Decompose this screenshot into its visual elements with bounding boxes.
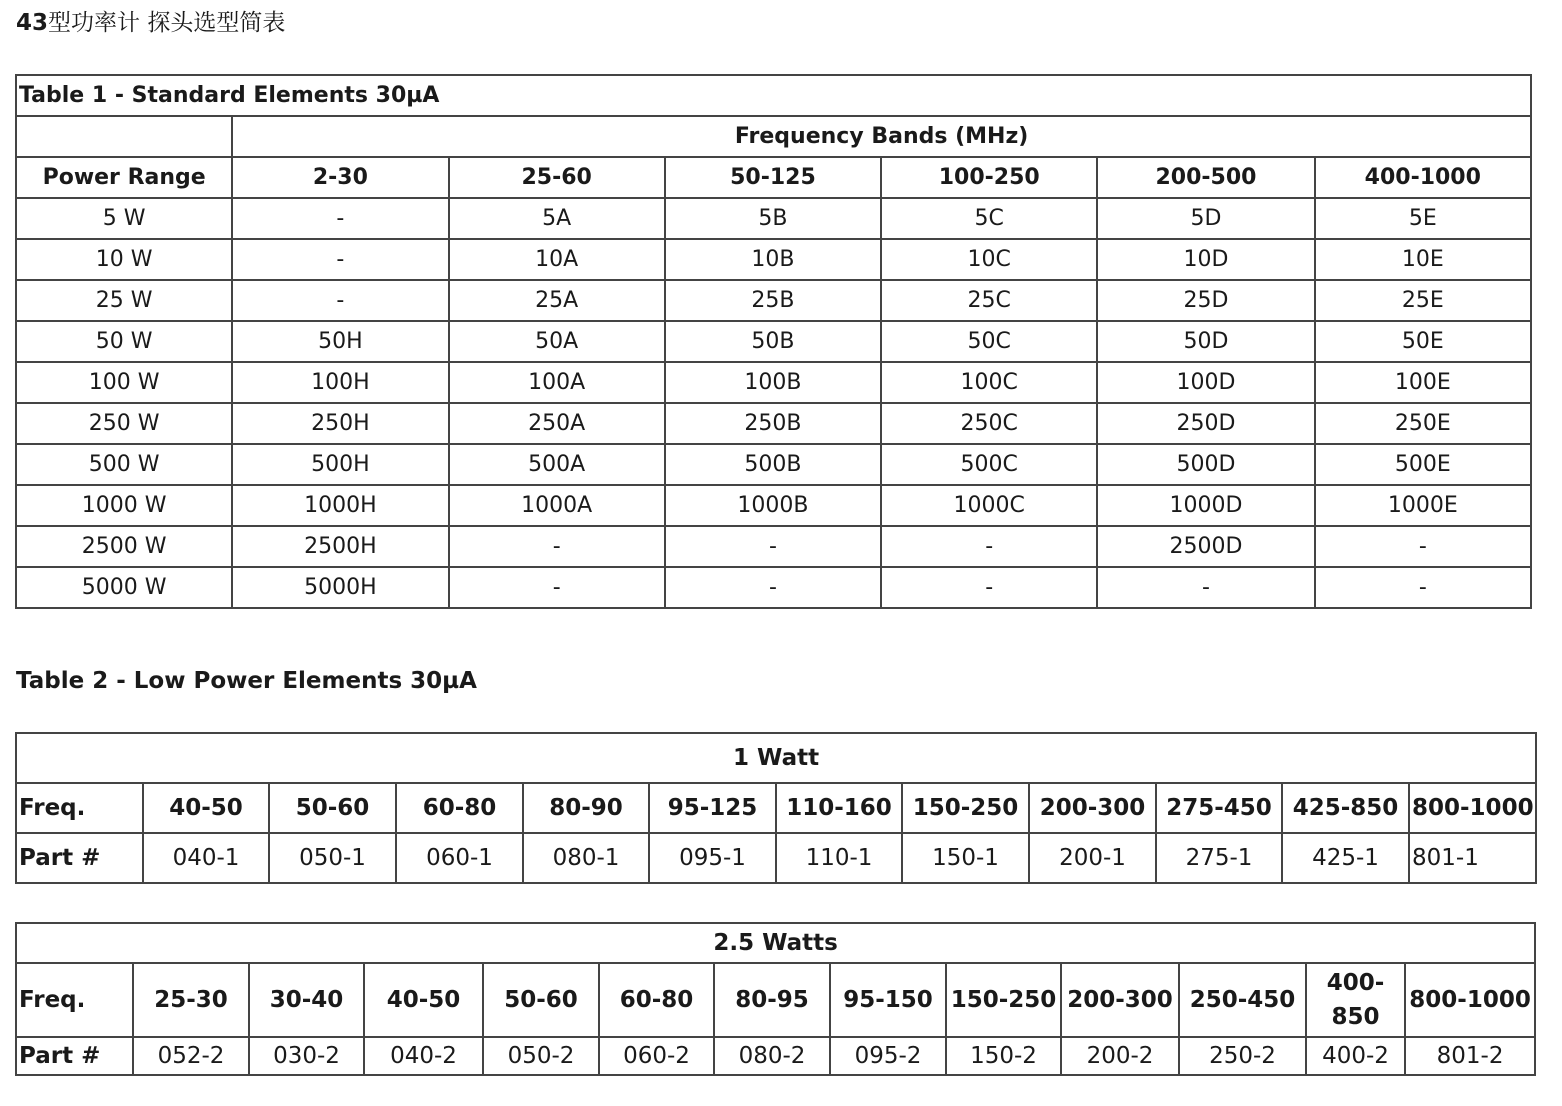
element-cell: 5C — [881, 198, 1097, 239]
table-row — [16, 321, 1531, 362]
table-row — [16, 526, 1531, 567]
part-cell: 801-2 — [1405, 1037, 1535, 1075]
table-row — [16, 485, 1531, 526]
freq-cell: 800-1000 — [1409, 783, 1536, 833]
freq-cell: 50-60 — [269, 783, 396, 833]
freq-cell: 400- 850 — [1306, 963, 1405, 1037]
element-cell: 250A — [449, 403, 665, 444]
element-cell: 5B — [665, 198, 881, 239]
freq-cell: 80-95 — [714, 963, 830, 1037]
table-row — [16, 198, 1531, 239]
table2-caption: Table 2 - Low Power Elements 30µA — [16, 668, 477, 694]
element-cell: 25E — [1315, 280, 1531, 321]
element-cell: 250D — [1097, 403, 1314, 444]
one-watt-table — [15, 732, 1537, 884]
table1-caption: Table 1 - Standard Elements 30µA — [16, 75, 1531, 116]
part-label: Part # — [16, 833, 143, 883]
band-header: 200-500 — [1097, 157, 1314, 198]
element-cell: 10C — [881, 239, 1097, 280]
freq-cell: 200-300 — [1029, 783, 1156, 833]
element-cell: 50A — [449, 321, 665, 362]
element-cell: - — [232, 280, 448, 321]
freq-cell: 95-125 — [649, 783, 776, 833]
element-cell: 5E — [1315, 198, 1531, 239]
element-cell: 50D — [1097, 321, 1314, 362]
element-cell: - — [1315, 526, 1531, 567]
element-cell: 25A — [449, 280, 665, 321]
freq-cell: 150-250 — [902, 783, 1029, 833]
element-cell: 500D — [1097, 444, 1314, 485]
element-cell: 500A — [449, 444, 665, 485]
element-cell: 500H — [232, 444, 448, 485]
element-cell: 50H — [232, 321, 448, 362]
element-cell: 2500H — [232, 526, 448, 567]
band-header: 400-1000 — [1315, 157, 1531, 198]
freq-cell: 30-40 — [249, 963, 364, 1037]
page-title-model: 43 — [16, 10, 49, 36]
power-cell: 1000 W — [16, 485, 232, 526]
element-cell: 5D — [1097, 198, 1314, 239]
part-cell: 200-2 — [1061, 1037, 1179, 1075]
part-cell: 110-1 — [776, 833, 902, 883]
element-cell: 10B — [665, 239, 881, 280]
part-cell: 200-1 — [1029, 833, 1156, 883]
element-cell: 50E — [1315, 321, 1531, 362]
freq-label: Freq. — [16, 783, 143, 833]
page-title-text: 型功率计 探头选型简表 — [48, 10, 286, 36]
part-cell: 150-2 — [946, 1037, 1061, 1075]
freq-cell: 95-150 — [830, 963, 946, 1037]
element-cell: 25C — [881, 280, 1097, 321]
element-cell: - — [232, 239, 448, 280]
part-cell: 060-1 — [396, 833, 523, 883]
table1-corner-cell — [16, 116, 232, 157]
table-row — [16, 280, 1531, 321]
freq-cell: 250-450 — [1179, 963, 1306, 1037]
element-cell: 250C — [881, 403, 1097, 444]
power-cell: 10 W — [16, 239, 232, 280]
element-cell: 10D — [1097, 239, 1314, 280]
freq-cell: 60-80 — [599, 963, 714, 1037]
element-cell: 250H — [232, 403, 448, 444]
freq-cell: 40-50 — [364, 963, 483, 1037]
power-range-header: Power Range — [16, 157, 232, 198]
element-cell: - — [1097, 567, 1314, 608]
part-cell: 080-2 — [714, 1037, 830, 1075]
table-row — [16, 403, 1531, 444]
element-cell: 1000H — [232, 485, 448, 526]
part-cell: 095-1 — [649, 833, 776, 883]
freq-cell: 80-90 — [523, 783, 649, 833]
part-cell: 425-1 — [1282, 833, 1409, 883]
element-cell: - — [881, 526, 1097, 567]
standard-elements-table — [15, 74, 1532, 609]
element-cell: 100D — [1097, 362, 1314, 403]
part-cell: 250-2 — [1179, 1037, 1306, 1075]
freq-cell: 110-160 — [776, 783, 902, 833]
table-row — [16, 239, 1531, 280]
element-cell: 500C — [881, 444, 1097, 485]
power-cell: 250 W — [16, 403, 232, 444]
element-cell: - — [665, 526, 881, 567]
element-cell: 250B — [665, 403, 881, 444]
two-half-watt-heading: 2.5 Watts — [16, 923, 1535, 963]
element-cell: 1000E — [1315, 485, 1531, 526]
element-cell: 100H — [232, 362, 448, 403]
element-cell: - — [881, 567, 1097, 608]
band-header: 25-60 — [449, 157, 665, 198]
freq-cell: 200-300 — [1061, 963, 1179, 1037]
element-cell: - — [449, 526, 665, 567]
power-cell: 500 W — [16, 444, 232, 485]
element-cell: 250E — [1315, 403, 1531, 444]
part-cell: 801-1 — [1409, 833, 1536, 883]
freq-cell: 40-50 — [143, 783, 269, 833]
part-cell: 040-1 — [143, 833, 269, 883]
freq-cell: 60-80 — [396, 783, 523, 833]
part-cell: 275-1 — [1156, 833, 1282, 883]
power-cell: 5000 W — [16, 567, 232, 608]
frequency-bands-header: Frequency Bands (MHz) — [232, 116, 1531, 157]
element-cell: - — [232, 198, 448, 239]
element-cell: 1000D — [1097, 485, 1314, 526]
part-cell: 030-2 — [249, 1037, 364, 1075]
power-cell: 5 W — [16, 198, 232, 239]
element-cell: - — [449, 567, 665, 608]
power-cell: 25 W — [16, 280, 232, 321]
part-cell: 150-1 — [902, 833, 1029, 883]
element-cell: 1000C — [881, 485, 1097, 526]
part-cell: 060-2 — [599, 1037, 714, 1075]
element-cell: - — [1315, 567, 1531, 608]
part-cell: 095-2 — [830, 1037, 946, 1075]
element-cell: 25B — [665, 280, 881, 321]
power-cell: 100 W — [16, 362, 232, 403]
element-cell: 10A — [449, 239, 665, 280]
element-cell: 1000B — [665, 485, 881, 526]
part-cell: 040-2 — [364, 1037, 483, 1075]
element-cell: 5000H — [232, 567, 448, 608]
band-header: 50-125 — [665, 157, 881, 198]
part-cell: 050-2 — [483, 1037, 599, 1075]
freq-cell: 800-1000 — [1405, 963, 1535, 1037]
band-header: 100-250 — [881, 157, 1097, 198]
element-cell: 500B — [665, 444, 881, 485]
element-cell: 100C — [881, 362, 1097, 403]
element-cell: 5A — [449, 198, 665, 239]
freq-cell: 425-850 — [1282, 783, 1409, 833]
part-label: Part # — [16, 1037, 133, 1075]
element-cell: 100B — [665, 362, 881, 403]
element-cell: 2500D — [1097, 526, 1314, 567]
element-cell: 25D — [1097, 280, 1314, 321]
freq-cell: 50-60 — [483, 963, 599, 1037]
element-cell: 1000A — [449, 485, 665, 526]
table-row — [16, 444, 1531, 485]
table-row — [16, 362, 1531, 403]
freq-cell: 275-450 — [1156, 783, 1282, 833]
element-cell: 50B — [665, 321, 881, 362]
part-cell: 080-1 — [523, 833, 649, 883]
freq-cell: 150-250 — [946, 963, 1061, 1037]
two-half-watt-table — [15, 922, 1536, 1076]
element-cell: 50C — [881, 321, 1097, 362]
element-cell: 100E — [1315, 362, 1531, 403]
table-row — [16, 567, 1531, 608]
one-watt-heading: 1 Watt — [16, 733, 1536, 783]
element-cell: - — [665, 567, 881, 608]
page-title — [16, 8, 285, 38]
part-cell: 400-2 — [1306, 1037, 1405, 1075]
part-cell: 050-1 — [269, 833, 396, 883]
part-cell: 052-2 — [133, 1037, 249, 1075]
element-cell: 100A — [449, 362, 665, 403]
freq-cell: 25-30 — [133, 963, 249, 1037]
freq-label: Freq. — [16, 963, 133, 1037]
power-cell: 2500 W — [16, 526, 232, 567]
element-cell: 10E — [1315, 239, 1531, 280]
element-cell: 500E — [1315, 444, 1531, 485]
power-cell: 50 W — [16, 321, 232, 362]
band-header: 2-30 — [232, 157, 448, 198]
